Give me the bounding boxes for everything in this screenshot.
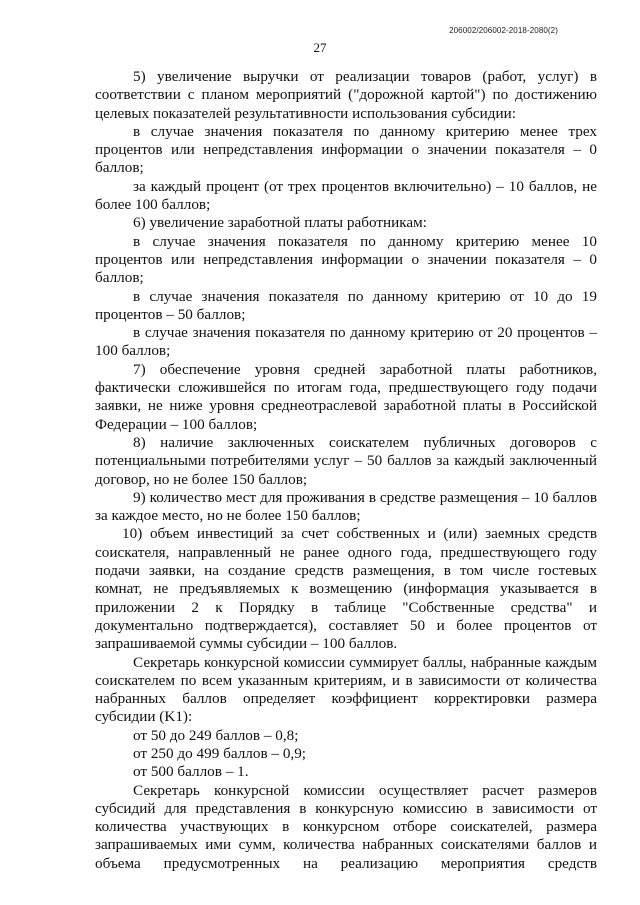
paragraph-secretary-sums-points: Секретарь конкурсной комиссии суммирует баллы, набранные каждым соискателем по всем указанным критериям, и в зависимости от количества набранных баллов определяет коэффициент корректировки размера субсидии (K1): [95, 653, 597, 726]
paragraph-criterion-5-per-percent: за каждый процент (от трех процентов включительно) – 10 баллов, не более 100 баллов; [95, 177, 597, 214]
paragraph-criterion-5-less-three: в случае значения показателя по данному критерию менее трех процентов или непредставления информации о значении показателя – 0 баллов; [95, 122, 597, 177]
paragraph-criterion-5: 5) увеличение выручки от реализации товаров (работ, услуг) в соответствии с планом мероприятий ("дорожной картой") по достижению целевых показателей результативности использования субсидии: [95, 68, 597, 122]
list-item-coefficient-0-8: от 50 до 249 баллов – 0,8; [133, 726, 299, 744]
paragraph-criterion-6-less-ten: в случае значения показателя по данному критерию менее 10 процентов или непредставления информации о значении показателя – 0 баллов; [95, 232, 597, 287]
paragraph-secretary-calculates: Секретарь конкурсной комиссии осуществляет расчет размеров субсидий для представления в конкурсную комиссию в зависимости от количества участвующих в конкурсном отборе соискателей, размера запрашиваемых ими сумм, количества набранных соискателями баллов и объема предусмотренных на реализацию мероприятия средств [95, 781, 597, 872]
paragraph-criterion-6: 6) увеличение заработной платы работникам: [133, 214, 427, 232]
paragraph-criterion-6-ten-to-nineteen: в случае значения показателя по данному критерию от 10 до 19 процентов – 50 баллов; [95, 287, 597, 323]
document-id: 206002/206002-2018-2080(2) [449, 26, 558, 35]
paragraph-criterion-7: 7) обеспечение уровня средней заработной платы работников, фактически сложившейся по итогам года, предшествующего году подачи заявки, не ниже уровня среднеотраслевой заработной платы в Российской Федерации – 100 баллов; [95, 360, 597, 433]
list-item-coefficient-0-9: от 250 до 499 баллов – 0,9; [133, 744, 307, 762]
paragraph-criterion-6-twenty: в случае значения показателя по данному критерию от 20 процентов – 100 баллов; [95, 324, 597, 360]
list-item-coefficient-1: от 500 баллов – 1. [133, 763, 249, 781]
paragraph-criterion-10: 10) объем инвестиций за счет собственных и (или) заемных средств соискателя, направленный не ранее одного года, предшествующего году подачи заявки, на создание средств размещения, в том числе гостевых комнат, не предъявляемых к возмещению (информация указывается в приложении 2 к Порядку в таблице "Собственные средства" и документально подтверждается), составляет 50 и более процентов от запрашиваемой суммы субсидии – 100 баллов. [95, 525, 597, 653]
paragraph-criterion-9: 9) количество мест для проживания в средстве размещения – 10 баллов за каждое место, но не более 150 баллов; [95, 488, 597, 525]
paragraph-criterion-8: 8) наличие заключенных соискателем публичных договоров с потенциальными потребителями услуг – 50 баллов за каждый заключенный договор, но не более 150 баллов; [95, 433, 597, 488]
page-number: 27 [313, 40, 327, 55]
document-body [95, 68, 597, 873]
